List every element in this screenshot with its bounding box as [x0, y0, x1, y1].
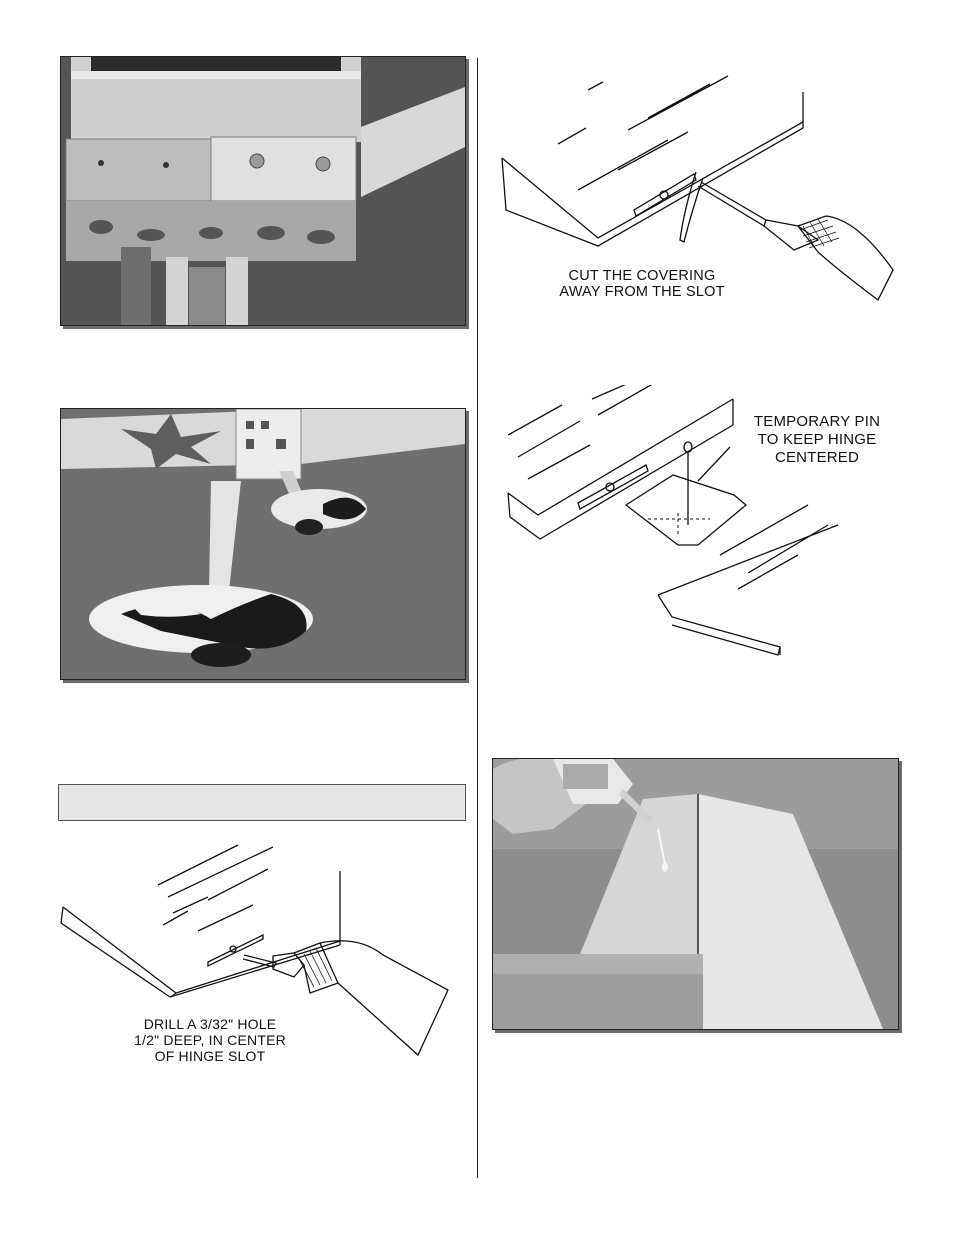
- column-divider: [477, 58, 478, 1178]
- photo-glue-hinge: [492, 758, 899, 1030]
- photo-wheel-pants: [60, 408, 466, 680]
- photo-wheel-pants-image: [61, 409, 465, 679]
- temporary-pin-caption-line-3: CENTERED: [774, 449, 860, 466]
- temporary-pin-caption: [722, 413, 912, 467]
- drill-hole-caption-line-3: OF HINGE SLOT: [154, 1048, 266, 1064]
- temporary-pin-caption-line-1: TEMPORARY PIN: [753, 413, 881, 430]
- drill-hole-caption-line-1: DRILL A 3/32" HOLE: [143, 1016, 277, 1032]
- photo-gear-mount: [60, 56, 466, 326]
- cut-covering-caption-line-1: CUT THE COVERING: [568, 268, 716, 284]
- cut-covering-caption-line-2: AWAY FROM THE SLOT: [559, 284, 725, 300]
- section-heading-box: [58, 784, 466, 821]
- photo-gear-mount-image: [61, 57, 465, 325]
- temporary-pin-caption-line-2: TO KEEP HINGE: [757, 431, 877, 448]
- drill-hole-caption-line-2: 1/2" DEEP, IN CENTER: [134, 1032, 286, 1048]
- drill-hole-caption: [100, 1016, 320, 1064]
- cut-covering-caption: [532, 268, 752, 300]
- photo-glue-hinge-image: [493, 759, 898, 1029]
